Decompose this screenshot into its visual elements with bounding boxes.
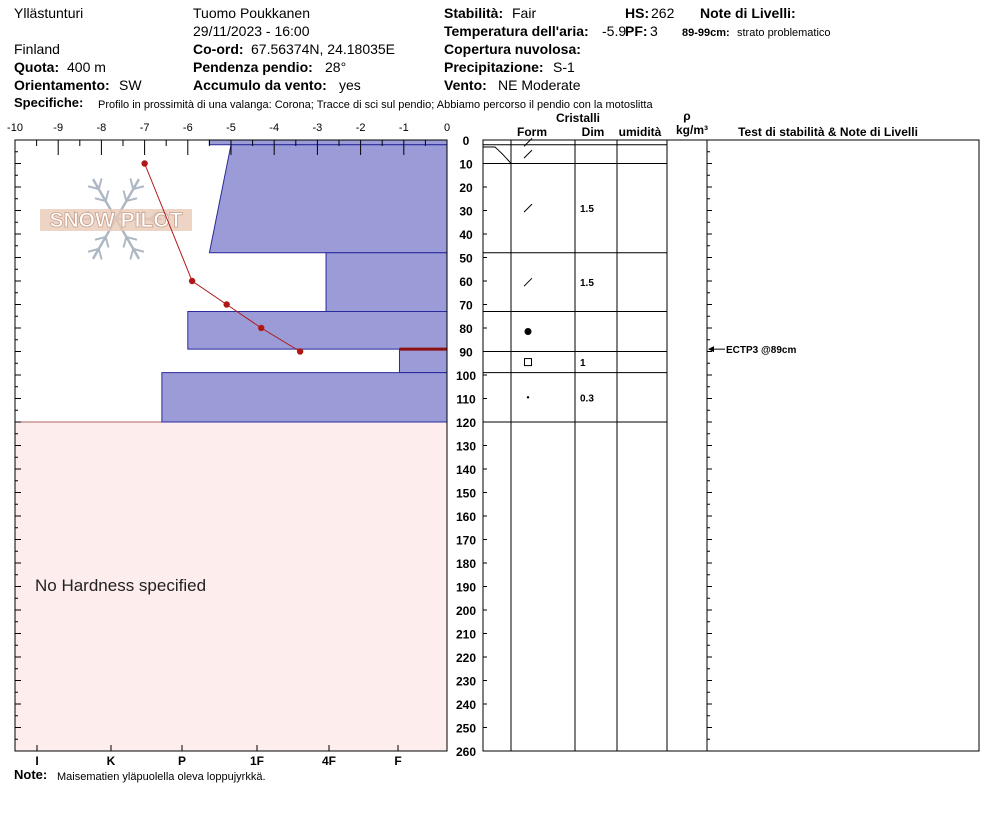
- depth-tick-label: 30: [459, 204, 473, 219]
- aspect-label: Orientamento:: [14, 77, 110, 93]
- temperature-point: [189, 278, 195, 284]
- hardness-layer: [326, 253, 447, 312]
- depth-tick-label: 240: [455, 698, 477, 712]
- coord-value: 67.56374N, 24.18035E: [251, 41, 396, 57]
- depth-tick-label: 200: [455, 604, 477, 618]
- temperature-point: [223, 301, 229, 307]
- depth-tick-label: 80: [459, 322, 473, 336]
- temperature-tick-label: -9: [53, 122, 64, 134]
- depth-tick-label: 230: [455, 674, 477, 689]
- depth-tick-label: 50: [459, 251, 473, 266]
- stability-label: Stabilità:: [444, 5, 504, 21]
- depth-tick-label: 170: [455, 533, 477, 548]
- decomposing-particles-icon: [524, 278, 532, 286]
- temperature-tick-label: -10: [7, 122, 23, 134]
- temperature-point: [297, 348, 303, 354]
- depth-tick-label: 220: [455, 651, 477, 665]
- depth-tick-label: 110: [456, 392, 476, 407]
- hardness-layer: [209, 145, 447, 253]
- layer-note-range: 89-99cm:: [682, 27, 730, 39]
- depth-tick-label: 20: [459, 181, 473, 195]
- snowflake-icon-branch: [130, 178, 133, 189]
- aspect-value: SW: [119, 77, 142, 93]
- note-label: Note:: [14, 767, 48, 782]
- hardness-tick-label: 4F: [321, 754, 337, 768]
- crystal-size-label: 1.5: [580, 204, 594, 216]
- form-header: Form: [517, 125, 547, 139]
- depth-tick-label: 60: [459, 275, 473, 289]
- wind-label: Vento:: [444, 77, 487, 93]
- sky-label: Copertura nuvolosa:: [444, 41, 581, 57]
- decomposing-particles-icon: [524, 204, 532, 212]
- temperature-tick-label: -4: [269, 122, 280, 134]
- specifics-value: Profilo in prossimità di una valanga: Corona; Tracce di sci sul pendio; Abbiamo percorso il pendio con la motoslitta: [98, 99, 653, 111]
- layer-transition-curve: [483, 147, 511, 163]
- layer-note-text: strato problematico: [737, 27, 831, 39]
- air-temp-value: -5.9: [602, 23, 627, 39]
- hardness-tick-label: I: [35, 754, 39, 768]
- precip-label: Precipitazione:: [444, 59, 544, 75]
- dim-header: Dim: [581, 125, 605, 139]
- snowflake-icon-branch: [124, 190, 127, 201]
- temperature-tick-label: -6: [182, 122, 193, 134]
- temperature-point: [258, 325, 264, 331]
- crystal-size-label: 1.5: [580, 278, 594, 290]
- snowflake-icon-branch: [124, 237, 127, 248]
- wind-value: NE Moderate: [498, 77, 581, 93]
- note-value: Maisematien yläpuolella oleva loppujyrkkä.: [57, 771, 266, 783]
- elevation-label: Quota:: [14, 59, 60, 75]
- humidity-header: umidità: [618, 125, 662, 139]
- decomposing-particles-icon: [524, 150, 532, 158]
- country: Finland: [14, 41, 60, 57]
- temperature-tick-label: -7: [139, 122, 150, 134]
- hardness-layer: [399, 349, 447, 373]
- observation-datetime: 29/11/2023 - 16:00: [193, 23, 310, 39]
- hardness-tick-label: P: [177, 754, 187, 768]
- temperature-tick-label: 0: [443, 122, 451, 134]
- temperature-tick-label: -3: [312, 122, 323, 134]
- depth-tick-label: 140: [455, 463, 477, 477]
- depth-tick-label: 260: [455, 745, 477, 759]
- depth-tick-label: 250: [455, 721, 477, 736]
- hardness-tick-label: K: [106, 754, 116, 768]
- depth-tick-label: 0: [462, 134, 470, 148]
- slope-value: 28°: [325, 59, 347, 75]
- watermark-text: SNOW PILOT: [49, 209, 183, 232]
- hs-label: HS:: [625, 5, 650, 21]
- specifics-label: Specifiche:: [14, 95, 84, 110]
- air-temp-label: Temperatura dell'aria:: [444, 23, 589, 39]
- depth-tick-label: 40: [459, 228, 473, 242]
- density-symbol-header: ρ: [683, 109, 691, 123]
- pf-label: PF:: [625, 23, 648, 39]
- slope-label: Pendenza pendio:: [193, 59, 313, 75]
- temperature-tick-label: -2: [355, 122, 366, 134]
- temperature-tick-label: -8: [96, 122, 107, 134]
- wind-loading-value: yes: [339, 77, 361, 93]
- rounded-grains-icon: [525, 328, 532, 335]
- stability-tests-header: Test di stabilità & Note di Livelli: [738, 125, 918, 139]
- temperature-point: [141, 160, 147, 166]
- hardness-layer: [162, 373, 447, 422]
- precip-value: S-1: [553, 59, 575, 75]
- pf-value: 3: [650, 23, 658, 39]
- observer-name: Tuomo Poukkanen: [193, 5, 310, 21]
- snowflake-icon-branch: [99, 178, 102, 189]
- depth-tick-label: 180: [455, 557, 477, 571]
- faceted-crystals-icon: [525, 359, 532, 366]
- temperature-tick-label: -1: [398, 122, 409, 134]
- wind-loading-label: Accumulo da vento:: [193, 77, 327, 93]
- no-hardness-label: No Hardness specified: [35, 576, 207, 595]
- density-unit-header: kg/m³: [675, 123, 709, 137]
- depth-tick-label: 210: [455, 627, 477, 642]
- hardness-layer: [209, 140, 447, 145]
- snowflake-icon-branch: [106, 190, 109, 201]
- temperature-tick-label: -5: [226, 122, 236, 134]
- depth-tick-label: 100: [455, 369, 477, 383]
- snowflake-icon-branch: [106, 237, 109, 248]
- hardness-tick-label: F: [394, 754, 402, 768]
- depth-tick-label: 130: [455, 439, 477, 454]
- hardness-layer: [188, 312, 447, 350]
- depth-tick-label: 70: [459, 298, 473, 313]
- elevation-value: 400 m: [67, 59, 106, 75]
- depth-tick-label: 160: [455, 510, 477, 524]
- location-name: Yllästunturi: [14, 5, 84, 21]
- layer-notes-label: Note di Livelli:: [700, 5, 796, 21]
- crystal-size-label: 0.3: [580, 393, 594, 405]
- coord-label: Co-ord:: [193, 41, 244, 57]
- hardness-tick-label: 1F: [249, 754, 265, 768]
- depth-tick-label: 190: [455, 580, 477, 595]
- snowflake-icon-branch: [130, 249, 133, 260]
- snowflake-icon-branch: [99, 249, 102, 260]
- hs-value: 262: [651, 5, 675, 21]
- depth-tick-label: 150: [455, 486, 477, 501]
- stability-value: Fair: [512, 5, 537, 21]
- small-grains-icon: [527, 396, 529, 398]
- crystals-header: Cristalli: [555, 111, 601, 125]
- crystal-size-label: 1: [580, 358, 586, 370]
- depth-tick-label: 10: [459, 157, 473, 172]
- depth-tick-label: 120: [455, 416, 477, 430]
- profile-table-frame: [483, 140, 979, 751]
- stability-test-label: ECTP3 @89cm: [726, 345, 797, 357]
- depth-tick-label: 90: [459, 345, 473, 360]
